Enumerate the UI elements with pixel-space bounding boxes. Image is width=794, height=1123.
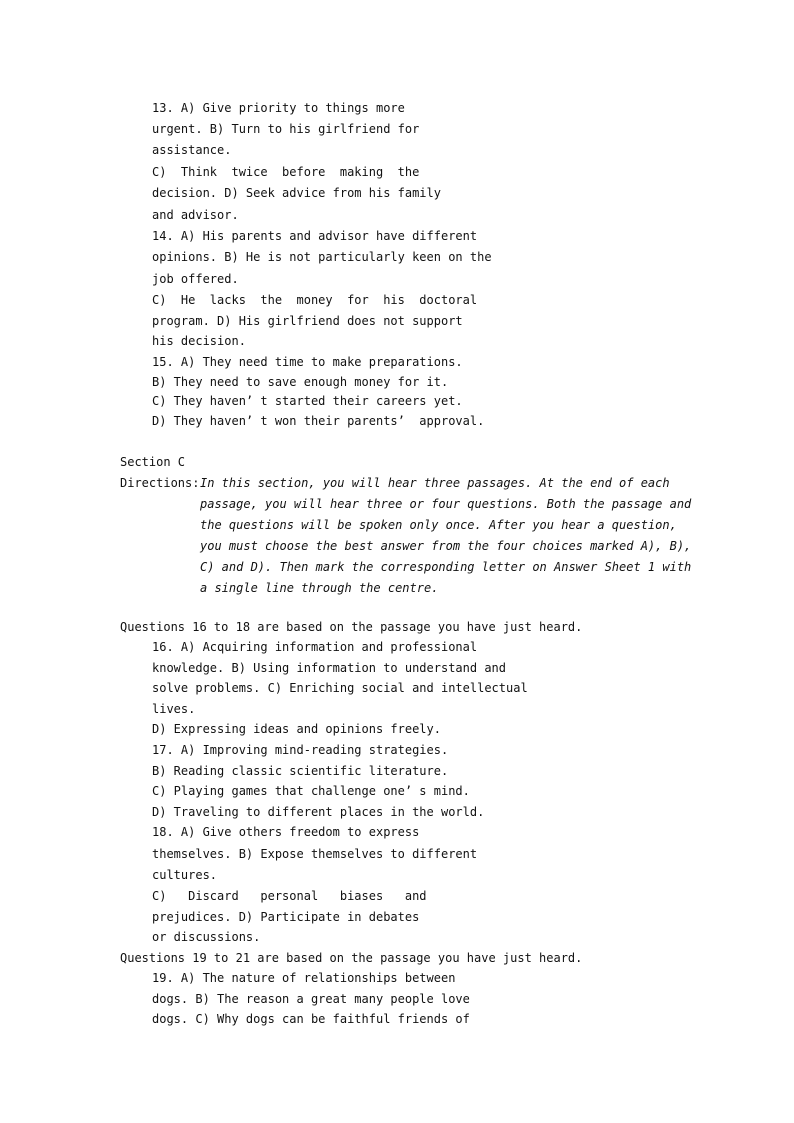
- q16-line-2: knowledge. B) Using information to understand and: [152, 661, 507, 675]
- q18-line-1: 18. A) Give others freedom to express: [152, 825, 420, 839]
- directions-line-4: you must choose the best answer from the four choices marked A), B),: [200, 539, 692, 553]
- q13-line-1: 13. A) Give priority to things more: [152, 101, 405, 115]
- q19-line-1: 19. A) The nature of relationships between: [152, 971, 456, 985]
- group-19-21-header: Questions 19 to 21 are based on the passage you have just heard.: [120, 951, 583, 965]
- q19-line-3: dogs. C) Why dogs can be faithful friends of: [152, 1012, 470, 1026]
- q13-line-6: and advisor.: [152, 208, 239, 222]
- q15-line-1: 15. A) They need time to make preparations.: [152, 355, 463, 369]
- q18-line-6: or discussions.: [152, 930, 261, 944]
- q16-line-4: lives.: [152, 702, 196, 716]
- directions-line-6: a single line through the centre.: [200, 581, 439, 595]
- q14-line-2: opinions. B) He is not particularly keen on the: [152, 250, 492, 264]
- q13-line-4: C) Think twice before making the: [152, 165, 420, 179]
- q15-line-2: B) They need to save enough money for it.: [152, 375, 449, 389]
- group-16-18-header: Questions 16 to 18 are based on the passage you have just heard.: [120, 620, 583, 634]
- q16-line-3: solve problems. C) Enriching social and intellectual: [152, 681, 528, 695]
- q13-line-5: decision. D) Seek advice from his family: [152, 186, 441, 200]
- q19-line-2: dogs. B) The reason a great many people love: [152, 992, 470, 1006]
- q17-line-3: C) Playing games that challenge one’ s mind.: [152, 784, 470, 798]
- q17-line-4: D) Traveling to different places in the world.: [152, 805, 485, 819]
- directions-line-5: C) and D). Then mark the corresponding letter on Answer Sheet 1 with: [200, 560, 692, 574]
- directions-label: Directions:: [120, 476, 200, 490]
- q15-line-3: C) They haven’ t started their careers yet.: [152, 394, 463, 408]
- q14-line-1: 14. A) His parents and advisor have different: [152, 229, 478, 243]
- directions-line-3: the questions will be spoken only once. After you hear a question,: [200, 518, 677, 532]
- q16-line-1: 16. A) Acquiring information and professional: [152, 640, 478, 654]
- q14-line-3: job offered.: [152, 272, 239, 286]
- q14-line-4: C) He lacks the money for his doctoral: [152, 293, 478, 307]
- q14-line-6: his decision.: [152, 334, 246, 348]
- q17-line-1: 17. A) Improving mind-reading strategies.: [152, 743, 449, 757]
- q13-line-3: assistance.: [152, 143, 232, 157]
- q14-line-5: program. D) His girlfriend does not support: [152, 314, 463, 328]
- q18-line-4: C) Discard personal biases and: [152, 889, 427, 903]
- q13-line-2: urgent. B) Turn to his girlfriend for: [152, 122, 420, 136]
- directions-line-1: In this section, you will hear three passages. At the end of each: [200, 476, 670, 490]
- section-c-title: Section C: [120, 455, 186, 469]
- q16-line-5: D) Expressing ideas and opinions freely.: [152, 722, 441, 736]
- q17-line-2: B) Reading classic scientific literature.: [152, 764, 449, 778]
- q18-line-5: prejudices. D) Participate in debates: [152, 910, 420, 924]
- q18-line-2: themselves. B) Expose themselves to different: [152, 847, 478, 861]
- q18-line-3: cultures.: [152, 868, 218, 882]
- q15-line-4: D) They haven’ t won their parents’ approval.: [152, 414, 485, 428]
- directions-line-2: passage, you will hear three or four questions. Both the passage and: [200, 497, 692, 511]
